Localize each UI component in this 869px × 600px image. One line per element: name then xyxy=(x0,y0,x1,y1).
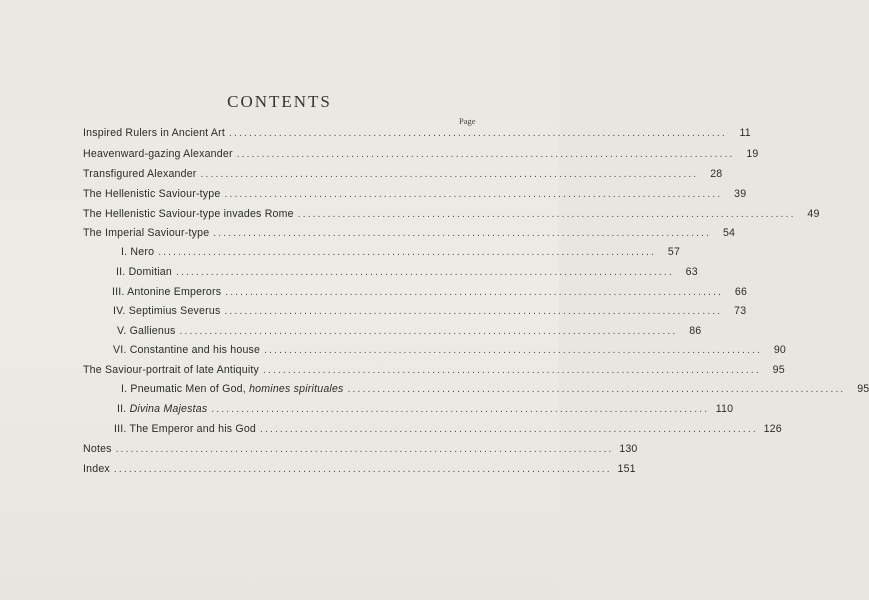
toc-entry-title: Index xyxy=(83,463,110,475)
leader-dots: .................................................................................................... xyxy=(200,169,699,180)
page-title: CONTENTS xyxy=(227,92,332,111)
leader-dots: .................................................................................................... xyxy=(224,189,723,200)
leader-dots: .................................................................................................... xyxy=(224,306,723,317)
toc-entry xyxy=(83,168,723,180)
toc-entry xyxy=(112,286,748,298)
page-column-label: Page xyxy=(459,116,476,126)
toc-entry xyxy=(117,325,702,337)
toc-entry xyxy=(113,344,786,356)
leader-dots: .................................................................................................... xyxy=(225,287,724,298)
leader-dots: .................................................................................................... xyxy=(213,228,712,239)
toc-entry-title-italic: homines spirituales xyxy=(249,383,344,395)
leader-dots: .................................................................................................... xyxy=(263,365,761,376)
toc-entry-title: III. Antonine Emperors xyxy=(112,286,222,298)
toc-entry-title: VI. Constantine and his house xyxy=(113,344,261,356)
toc-entry-page: 95 xyxy=(857,383,869,395)
toc-entry-title xyxy=(121,383,344,395)
toc-entry-title: The Hellenistic Saviour-type invades Rome xyxy=(83,208,294,220)
toc-entry-title: The Imperial Saviour-type xyxy=(83,227,210,239)
toc-entry xyxy=(83,364,785,376)
toc-entry-page: 110 xyxy=(715,403,734,415)
toc-entry xyxy=(83,208,820,220)
leader-dots: .................................................................................................... xyxy=(236,149,735,160)
toc-entry xyxy=(121,246,681,258)
toc-entry-page: 86 xyxy=(689,325,702,337)
toc-entry-title: The Saviour-portrait of late Antiquity xyxy=(83,364,260,376)
toc-entry-page: 126 xyxy=(763,423,782,435)
toc-entry xyxy=(117,403,734,415)
toc-entry-title-italic: Divina Majestas xyxy=(129,403,208,415)
leader-dots: .................................................................................................... xyxy=(297,209,796,220)
toc-entry-page: 28 xyxy=(710,168,723,180)
toc-entry xyxy=(83,443,638,455)
leader-dots: .................................................................................................... xyxy=(347,384,846,395)
toc-entry xyxy=(83,463,636,475)
toc-entry xyxy=(83,148,759,160)
leader-dots: .................................................................................................... xyxy=(211,404,710,415)
leader-dots: .................................................................................................... xyxy=(229,128,727,139)
toc-entry-page: 95 xyxy=(772,364,785,376)
toc-entry-title-main: I. Pneumatic Men of God, xyxy=(121,383,250,395)
toc-entry-page: 11 xyxy=(739,127,751,139)
toc-entry-title: The Hellenistic Saviour-type xyxy=(83,188,221,200)
toc-entry xyxy=(83,227,736,239)
toc-entry-page: 151 xyxy=(617,463,636,475)
toc-entry xyxy=(83,127,751,139)
toc-entry xyxy=(114,423,782,435)
toc-entry-title: V. Gallienus xyxy=(117,325,176,337)
toc-entry-page: 39 xyxy=(734,188,747,200)
toc-entry-title: IV. Septimius Severus xyxy=(113,305,221,317)
toc-entry-title: II. Domitian xyxy=(116,266,172,278)
leader-dots: .................................................................................................... xyxy=(113,464,612,475)
toc-entry xyxy=(116,266,698,278)
toc-entry-title: III. The Emperor and his God xyxy=(114,423,257,435)
toc-entry-page: 90 xyxy=(773,344,786,356)
toc-entry-title: Transfigured Alexander xyxy=(83,168,197,180)
toc-entry-title: I. Nero xyxy=(121,246,155,258)
leader-dots: .................................................................................................... xyxy=(264,345,762,356)
toc-entry xyxy=(121,383,869,395)
leader-dots: .................................................................................................... xyxy=(158,247,657,258)
toc-entry-page: 130 xyxy=(619,443,638,455)
toc-entry-title-main: II. xyxy=(117,403,130,415)
toc-entry-page: 57 xyxy=(667,246,681,258)
toc-entry-title: Heavenward-gazing Alexander xyxy=(83,148,233,160)
toc-entry-page: 54 xyxy=(722,227,736,239)
toc-entry-title: Notes xyxy=(83,443,112,455)
toc-entry-page: 63 xyxy=(685,266,698,278)
toc-entry xyxy=(83,188,747,200)
leader-dots: .................................................................................................... xyxy=(175,267,674,278)
toc-entry-title: Inspired Rulers in Ancient Art xyxy=(83,127,226,139)
leader-dots: .................................................................................................... xyxy=(115,444,614,455)
toc-entry-page: 19 xyxy=(746,148,759,160)
leader-dots: .................................................................................................... xyxy=(260,424,758,435)
toc-entry xyxy=(113,305,747,317)
toc-entry-page: 73 xyxy=(734,305,747,317)
toc-entry-title xyxy=(117,403,207,415)
toc-entry-page: 49 xyxy=(807,208,820,220)
leader-dots: .................................................................................................... xyxy=(179,326,678,337)
toc-entry-page: 66 xyxy=(734,286,748,298)
